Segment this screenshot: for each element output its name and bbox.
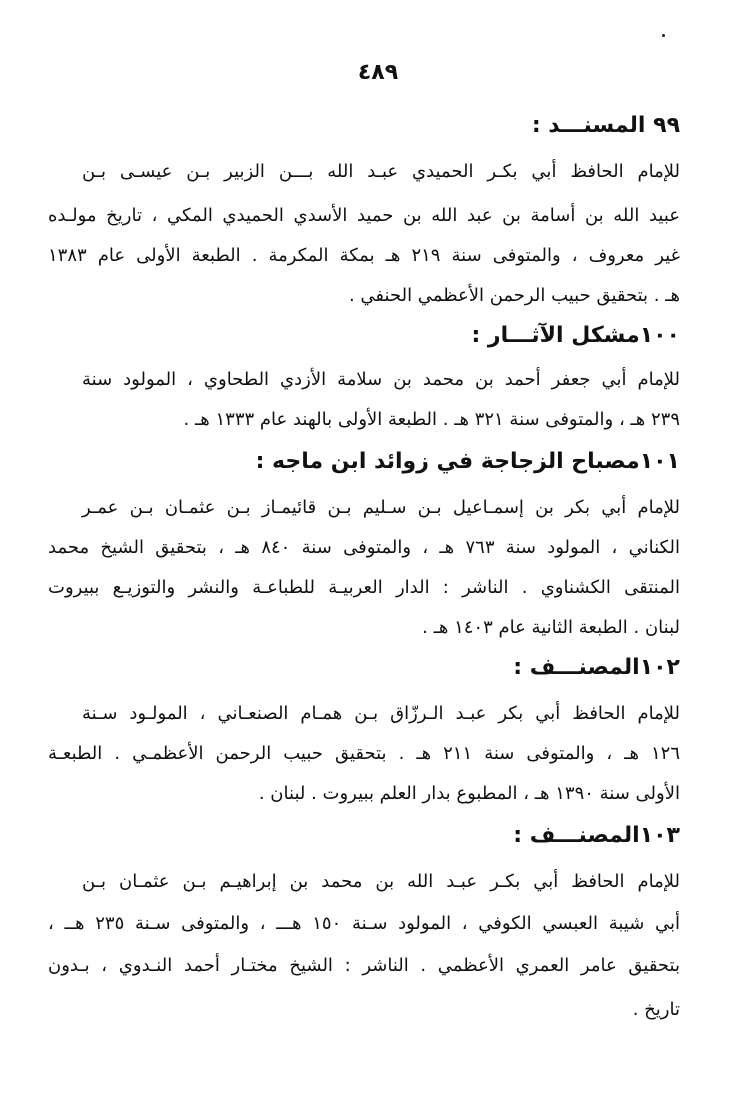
- entry-99-line-3: غير معروف ، والمتوفى سنة ٢١٩ هـ بمكة المكرمة . الطبعة الأولى عام ١٣٨٣: [48, 245, 680, 266]
- entry-103-line-1: للإمام الحافظ أبي بكـر عبـد الله بن محمد بن إبراهيـم بـن عثمـان بـن: [82, 871, 680, 892]
- page-number: ٤٨٩: [357, 60, 399, 85]
- entry-heading-99: ٩٩ المسنـــد :: [531, 113, 680, 138]
- entry-99-line-1: للإمام الحافظ أبي بكـر الحميدي عبـد الله بـــن الزبير بـن عيسـى بـن: [82, 161, 680, 182]
- entry-102-line-1: للإمام الحافظ أبي بكر عبـد الـرزّاق بـن همـام الصنعـاني ، المولـود سـنة: [82, 703, 680, 724]
- scan-speck: [662, 34, 665, 37]
- entry-100-line-1: للإمام أبي جعفر أحمد بن محمد بن سلامة الأزدي الطحاوي ، المولود سنة: [82, 369, 680, 390]
- entry-101-line-4: لبنان . الطبعة الثانية عام ١٤٠٣ هـ .: [422, 617, 680, 638]
- entry-101-line-1: للإمام أبي بكر بن إسمـاعيل بـن سـليم بـن قائيمـاز بـن عثمـان بـن عمـر: [82, 497, 680, 518]
- entry-103-line-3: بتحقيق عامر العمري الأعظمي . الناشر : الشيخ مختـار أحمد النـدوي ، بـدون: [48, 955, 680, 976]
- entry-102-line-3: الأولى سنة ١٣٩٠ هـ ، المطبوع بدار العلم ببيروت . لبنان .: [258, 783, 680, 804]
- entry-103-line-4: تاريخ .: [632, 999, 680, 1020]
- entry-103-line-2: أبي شيبة العبسي الكوفي ، المولود سـنة ١٥٠ هـــ ، والمتوفى سـنة ٢٣٥ هــ ،: [48, 913, 680, 934]
- entry-101-line-3: المنتقى الكشناوي . الناشر : الدار العربيـة للطباعـة والنشر والتوزيـع ببيروت: [48, 577, 680, 598]
- entry-99-line-4: هـ . بتحقيق حبيب الرحمن الأعظمي الحنفي .: [348, 285, 680, 306]
- entry-101-line-2: الكناني ، المولود سنة ٧٦٣ هـ ، والمتوفى سنة ٨٤٠ هـ ، بتحقيق الشيخ محمد: [48, 537, 680, 558]
- entry-heading-103: ١٠٣المصنـــف :: [513, 823, 680, 848]
- entry-99-line-2: عبيد الله بن أسامة بن عبد الله بن حميد الأسدي الحميدي المكي ، تاريخ مولـده: [48, 205, 680, 226]
- entry-heading-100: ١٠٠مشكل الآثـــار :: [471, 323, 680, 348]
- entry-102-line-2: ١٢٦ هـ ، والمتوفى سنة ٢١١ هـ . بتحقيق حبيب الرحمن الأعظمـي . الطبعـة: [48, 743, 680, 764]
- entry-heading-101: ١٠١مصباح الزجاجة في زوائد ابن ماجه :: [255, 449, 680, 474]
- entry-100-line-2: ٢٣٩ هـ ، والمتوفى سنة ٣٢١ هـ . الطبعة الأولى بالهند عام ١٣٣٣ هـ .: [183, 409, 680, 430]
- entry-heading-102: ١٠٢المصنـــف :: [513, 655, 680, 680]
